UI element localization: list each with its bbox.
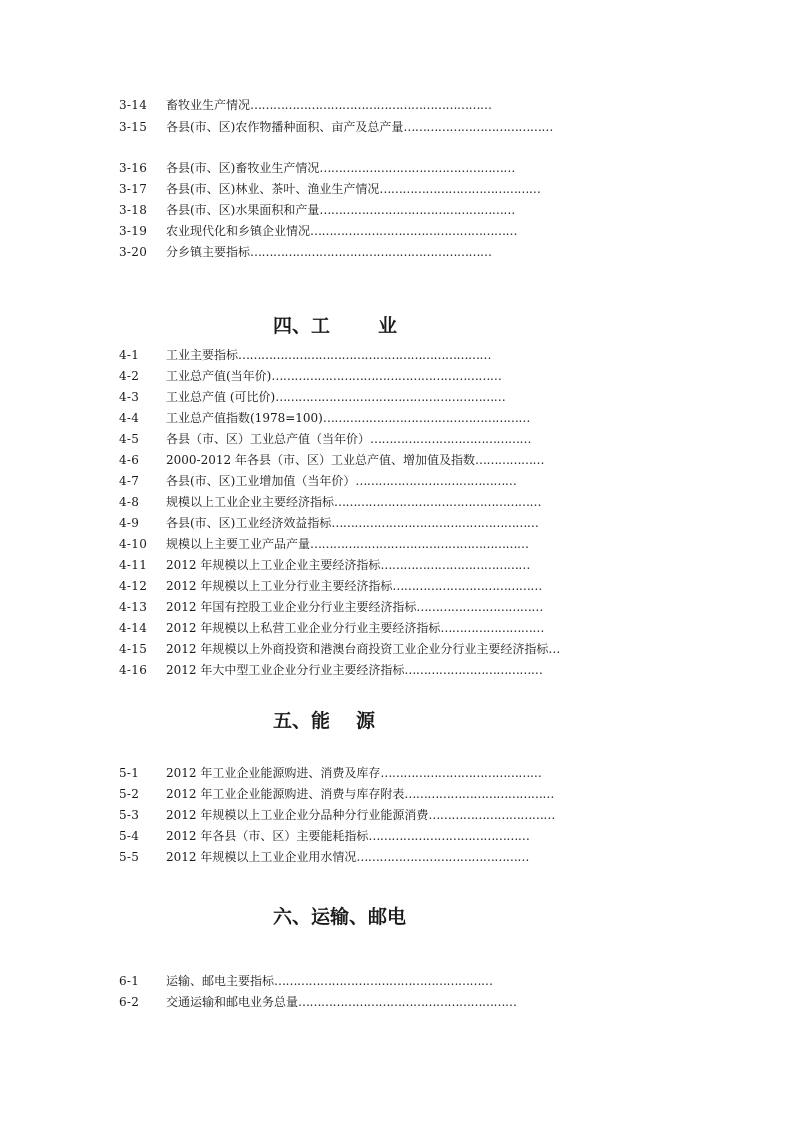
entry-number: 3-16 <box>119 161 148 175</box>
dot-leader: …………………………………………… <box>319 203 515 217</box>
entry-title: 各县(市、区)水果面积和产量 <box>166 203 320 217</box>
toc-entry[interactable] <box>119 117 553 137</box>
entry-title: 2012 年规模以上工业企业分品种分行业能源消费 <box>166 808 429 822</box>
entry-number: 4-16 <box>119 663 148 677</box>
entry-title: 工业总产值 (可比价) <box>166 390 276 404</box>
entry-title: 2012 年规模以上工业企业用水情况 <box>166 850 357 864</box>
toc-entry[interactable] <box>119 471 516 491</box>
toc-entry[interactable] <box>119 597 543 617</box>
entry-number: 4-14 <box>119 621 148 635</box>
entry-number: 5-4 <box>119 829 140 843</box>
dot-leader: ……………………………………………… <box>310 224 518 238</box>
section-heading-industry <box>0 311 793 341</box>
toc-entry[interactable] <box>119 408 530 428</box>
entry-number: 3-20 <box>119 245 148 259</box>
dot-leader: ……………………………………………… <box>331 516 539 530</box>
entry-title: 各县(市、区)畜牧业生产情况 <box>166 161 320 175</box>
section-heading-transport <box>0 902 793 932</box>
entry-title: 2000-2012 年各县（市、区）工业总产值、增加值及指数 <box>166 453 475 467</box>
entry-title: 2012 年大中型工业企业分行业主要经济指标 <box>166 663 405 677</box>
entry-number: 4-11 <box>119 558 148 572</box>
toc-entry[interactable] <box>119 576 542 596</box>
dot-leader: ………………………………… <box>392 579 542 593</box>
entry-title: 2012 年各县（市、区）主要能耗指标 <box>166 829 369 843</box>
toc-entry[interactable] <box>119 805 555 825</box>
dot-leader: ………………………………………………… <box>298 995 517 1009</box>
toc-entry[interactable] <box>119 847 529 867</box>
dot-leader: ………………………………………………… <box>274 974 493 988</box>
dot-leader: ……………………………………………… <box>334 495 542 509</box>
heading-part: 源 <box>356 710 376 732</box>
toc-entry[interactable] <box>119 95 492 115</box>
toc-entry[interactable] <box>119 429 531 449</box>
entry-number: 5-1 <box>119 766 140 780</box>
dot-leader: …………………………………… <box>370 432 532 446</box>
dot-leader: ……………………………… <box>404 663 543 677</box>
dot-leader: ………………………………… <box>380 558 530 572</box>
entry-number: 4-15 <box>119 642 148 656</box>
entry-title: 2012 年工业企业能源购进、消费与库存附表 <box>166 787 405 801</box>
entry-title: 工业主要指标 <box>166 348 239 362</box>
dot-leader: …………………………………………………… <box>271 369 502 383</box>
toc-entry[interactable] <box>119 366 501 386</box>
dot-leader: …………………………………………… <box>319 161 515 175</box>
toc-entry[interactable] <box>119 534 529 554</box>
dot-leader: ……………………………………… <box>356 850 529 864</box>
dot-leader: ……………………………………………… <box>322 411 530 425</box>
entry-title: 交通运输和邮电业务总量 <box>166 995 299 1009</box>
entry-number: 4-4 <box>119 411 140 425</box>
entry-number: 3-14 <box>119 98 148 112</box>
heading-part: 六、运输、邮电 <box>273 906 407 928</box>
entry-title: 2012 年工业企业能源购进、消费及库存 <box>166 766 381 780</box>
toc-entry[interactable] <box>119 387 505 407</box>
toc-entry[interactable] <box>119 492 541 512</box>
toc-entry[interactable] <box>119 763 541 783</box>
heading-part: 五、能 <box>273 710 331 732</box>
entry-title: 各县(市、区)农作物播种面积、亩产及总产量 <box>166 120 404 134</box>
entry-title: 各县（市、区）工业总产值（当年价） <box>166 432 371 446</box>
toc-entry[interactable] <box>119 450 544 470</box>
entry-title: 2012 年规模以上工业分行业主要经济指标 <box>166 579 393 593</box>
entry-title: 2012 年规模以上私营工业企业分行业主要经济指标 <box>166 621 441 635</box>
entry-number: 4-5 <box>119 432 140 446</box>
dot-leader: …………………………………………………… <box>275 390 506 404</box>
entry-title: 2012 年国有控股工业企业分行业主要经济指标 <box>166 600 417 614</box>
toc-entry[interactable] <box>119 618 544 638</box>
toc-entry[interactable] <box>119 345 491 365</box>
dot-leader: ………………………………… <box>404 787 554 801</box>
dot-leader: ……………………………………………………… <box>250 245 492 259</box>
heading-part: 四、工 <box>273 315 331 337</box>
dot-leader: …………………………………… <box>368 829 530 843</box>
toc-entry[interactable] <box>119 971 493 991</box>
entry-number: 3-17 <box>119 182 148 196</box>
entry-title: 分乡镇主要指标 <box>166 245 251 259</box>
entry-number: 4-7 <box>119 474 140 488</box>
toc-entry[interactable] <box>119 242 492 262</box>
dot-leader: ………………………………………………… <box>310 537 529 551</box>
dot-leader: ……………………… <box>440 621 544 635</box>
dot-leader: ………………………………………………………… <box>238 348 492 362</box>
entry-number: 3-15 <box>119 120 148 134</box>
toc-entry[interactable] <box>119 660 542 680</box>
toc-entry[interactable] <box>119 826 529 846</box>
entry-number: 4-10 <box>119 537 148 551</box>
heading-part: 业 <box>378 315 398 337</box>
entry-number: 6-1 <box>119 974 140 988</box>
toc-entry[interactable] <box>119 513 538 533</box>
dot-leader: … <box>548 642 560 656</box>
entry-title: 畜牧业生产情况 <box>166 98 251 112</box>
dot-leader: …………………………………… <box>355 474 517 488</box>
entry-number: 3-18 <box>119 203 148 217</box>
dot-leader: …………………………… <box>428 808 555 822</box>
dot-leader: ………………………………… <box>403 120 553 134</box>
entry-number: 5-2 <box>119 787 140 801</box>
entry-title: 规模以上主要工业产品产量 <box>166 537 311 551</box>
entry-title: 2012 年规模以上工业企业主要经济指标 <box>166 558 381 572</box>
entry-title: 工业总产值(当年价) <box>166 369 272 383</box>
section-heading-energy <box>0 706 793 736</box>
entry-title: 运输、邮电主要指标 <box>166 974 275 988</box>
dot-leader: …………………………………… <box>380 766 542 780</box>
entry-title: 2012 年规模以上外商投资和港澳台商投资工业企业分行业主要经济指标 <box>166 642 549 656</box>
toc-entry[interactable] <box>119 179 540 199</box>
toc-entry[interactable] <box>119 639 560 659</box>
entry-title: 规模以上工业企业主要经济指标 <box>166 495 335 509</box>
entry-title: 农业现代化和乡镇企业情况 <box>166 224 311 238</box>
entry-number: 4-8 <box>119 495 140 509</box>
entry-title: 各县(市、区)林业、茶叶、渔业生产情况 <box>166 182 380 196</box>
toc-entry[interactable] <box>119 221 517 241</box>
dot-leader: …………………………… <box>416 600 543 614</box>
entry-number: 4-12 <box>119 579 148 593</box>
entry-title: 各县(市、区)工业经济效益指标 <box>166 516 332 530</box>
toc-entry[interactable] <box>119 992 517 1012</box>
dot-leader: ……………… <box>474 453 544 467</box>
entry-number: 4-2 <box>119 369 140 383</box>
toc-entry[interactable] <box>119 784 554 804</box>
toc-entry[interactable] <box>119 158 515 178</box>
entry-number: 4-9 <box>119 516 140 530</box>
entry-number: 5-3 <box>119 808 140 822</box>
toc-entry[interactable] <box>119 555 530 575</box>
entry-number: 5-5 <box>119 850 140 864</box>
entry-title: 各县(市、区)工业增加值（当年价） <box>166 474 356 488</box>
entry-number: 6-2 <box>119 995 140 1009</box>
entry-number: 4-6 <box>119 453 140 467</box>
dot-leader: ……………………………………………………… <box>250 98 492 112</box>
dot-leader: …………………………………… <box>379 182 541 196</box>
entry-number: 4-13 <box>119 600 148 614</box>
entry-number: 4-1 <box>119 348 140 362</box>
toc-entry[interactable] <box>119 200 515 220</box>
entry-title: 工业总产值指数(1978=100) <box>166 411 323 425</box>
entry-number: 3-19 <box>119 224 148 238</box>
entry-number: 4-3 <box>119 390 140 404</box>
